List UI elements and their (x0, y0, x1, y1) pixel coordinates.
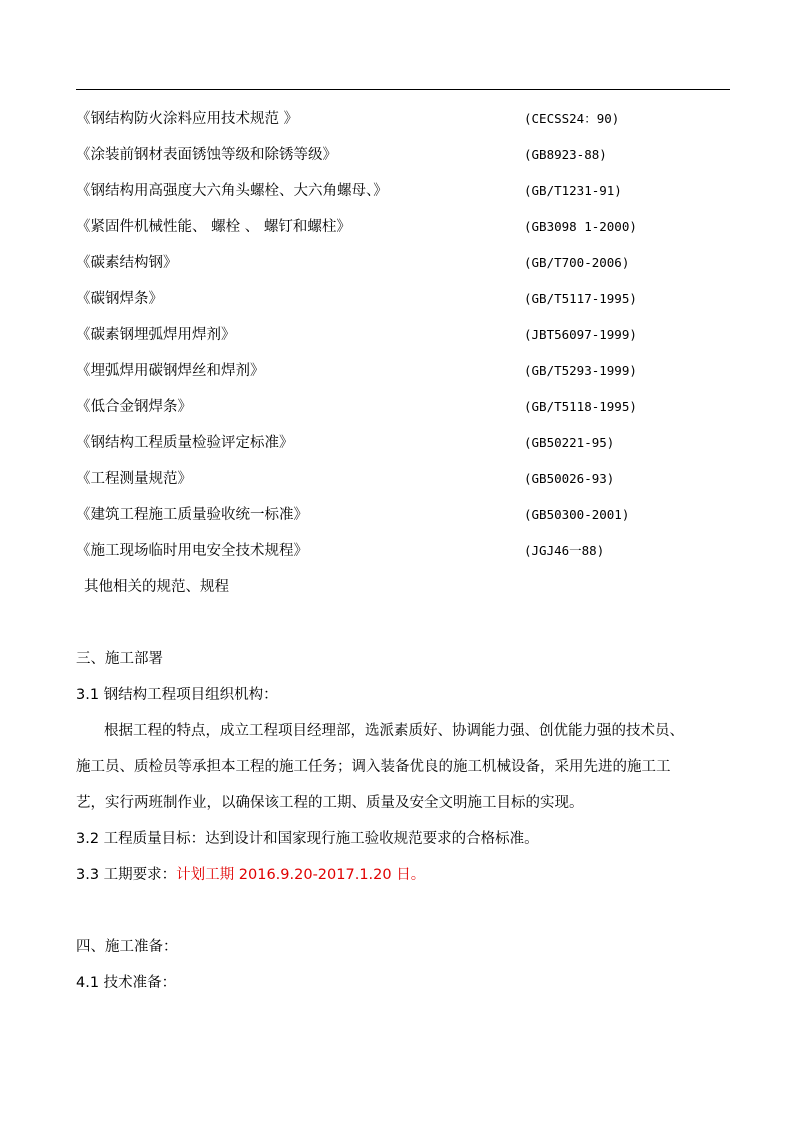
standard-name: 《涂装前钢材表面锈蚀等级和除锈等级》 (76, 147, 337, 163)
standard-row (76, 107, 730, 131)
standard-name: 《碳素结构钢》 (76, 255, 178, 271)
section-4-1-title: 4.1 技术准备： (76, 975, 177, 991)
standard-row (76, 395, 730, 419)
standard-name: 《低合金钢焊条》 (76, 399, 192, 415)
standard-row (76, 143, 730, 167)
standard-row (76, 323, 730, 347)
standard-name: 《钢结构工程质量检验评定标准》 (76, 435, 294, 451)
section-3-heading: 三、施工部署 (76, 651, 163, 667)
standard-code: (GB/T5118-1995) (524, 399, 637, 414)
section-3-1-paragraph-line: 根据工程的特点，成立工程项目经理部，选派素质好、协调能力强、创优能力强的技术员、 (104, 723, 684, 739)
standard-code: (CECSS24：90) (524, 111, 620, 126)
standard-name: 《埋弧焊用碳钢焊丝和焊剂》 (76, 363, 265, 379)
standard-code: (GB3098 1-2000) (524, 219, 637, 234)
section-3-1-paragraph-line: 施工员、质检员等承担本工程的施工任务；调入装备优良的施工机械设备，采用先进的施工工 (76, 759, 671, 775)
other-standards-note: 其他相关的规范、规程 (84, 579, 229, 595)
standard-code: (JBT56097-1999) (524, 327, 637, 342)
standard-code: (GB50221-95) (524, 435, 615, 450)
standard-row (76, 359, 730, 383)
standard-row (76, 287, 730, 311)
standard-name: 《紧固件机械性能、 螺栓 、 螺钉和螺柱》 (76, 219, 351, 235)
standard-code: (GB50300-2001) (524, 507, 630, 522)
standard-row (76, 539, 730, 563)
header-rule (76, 89, 730, 90)
standard-name: 《建筑工程施工质量验收统一标准》 (76, 507, 308, 523)
section-3-2-quality-target: 3.2 工程质量目标：达到设计和国家现行施工验收规范要求的合格标准。 (76, 831, 539, 847)
standard-code: (GB/T5293-1999) (524, 363, 637, 378)
standard-row (76, 179, 730, 203)
standard-name: 《碳钢焊条》 (76, 291, 163, 307)
standard-code: (GB/T1231-91) (524, 183, 622, 198)
standard-code: (JGJ46一88) (524, 543, 605, 558)
section-3-3-schedule (76, 863, 425, 887)
standard-row (76, 467, 730, 491)
section-3-1-paragraph-line: 艺，实行两班制作业，以确保该工程的工期、质量及安全文明施工目标的实现。 (76, 795, 584, 811)
standard-name: 《钢结构防火涂料应用技术规范 》 (76, 111, 299, 127)
standard-row (76, 215, 730, 239)
standard-name: 《工程测量规范》 (76, 471, 192, 487)
standard-name: 《施工现场临时用电安全技术规程》 (76, 543, 308, 559)
section-3-1-title: 3.1 钢结构工程项目组织机构： (76, 687, 278, 703)
standard-row (76, 251, 730, 275)
standard-row (76, 431, 730, 455)
schedule-value: 计划工期 2016.9.20-2017.1.20 日。 (176, 867, 426, 883)
standard-code: (GB/T5117-1995) (524, 291, 637, 306)
section-4-heading: 四、施工准备： (76, 939, 178, 955)
standard-code: (GB8923-88) (524, 147, 607, 162)
standard-name: 《钢结构用高强度大六角头螺栓、大六角螺母、》 (76, 183, 388, 199)
standard-name: 《碳素钢埋弧焊用焊剂》 (76, 327, 236, 343)
standard-row (76, 503, 730, 527)
schedule-label: 3.3 工期要求： (76, 867, 177, 883)
standard-code: (GB/T700-2006) (524, 255, 630, 270)
standard-code: (GB50026-93) (524, 471, 615, 486)
